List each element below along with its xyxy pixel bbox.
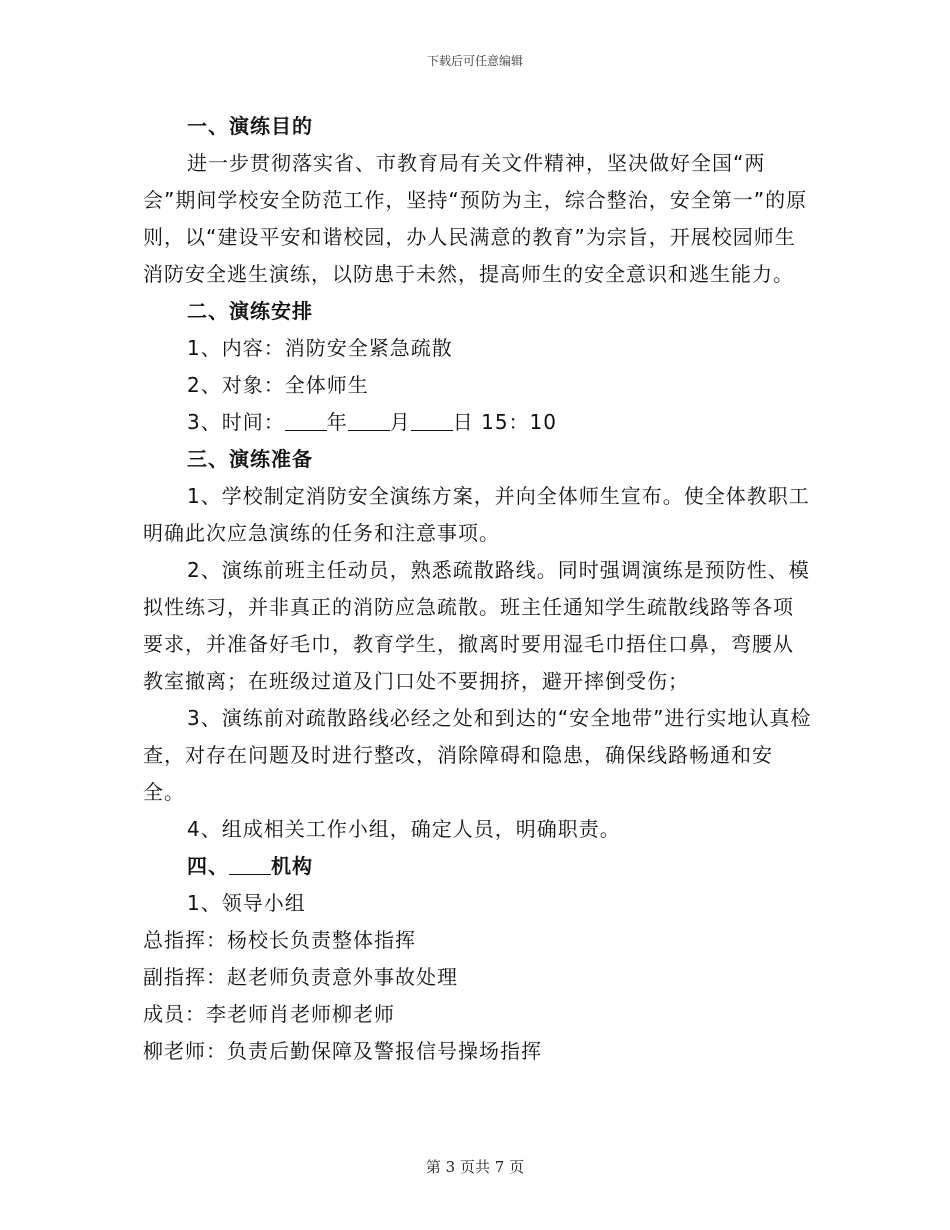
section-4-title — [143, 848, 813, 885]
page-header: 下载后可任意编辑 — [426, 54, 523, 68]
day-blank — [411, 410, 453, 431]
day-time-label: 日 15：10 — [452, 410, 557, 434]
section-4-prefix: 四、 — [187, 854, 229, 878]
commander-line: 总指挥：杨校长负责整体指挥 — [143, 928, 416, 952]
preparation-item-2: 2、演练前班主任动员，熟悉疏散路线。同时强调演练是预防性、模拟性练习，并非真正的消防应急疏散。班主任通知学生疏散线路等各项要求，并准备好毛巾，教育学生，撤离时要用湿毛巾捂住口鼻，弯腰从教室撤离；在班级过道及门口处不要拥挤，避开摔倒受伤； — [143, 558, 810, 693]
arrangement-item-1: 1、内容：消防安全紧急疏散 — [187, 336, 453, 360]
organization-item-1: 1、领导小组 — [187, 891, 306, 915]
month-blank — [348, 410, 390, 431]
section-4-suffix: 机构 — [271, 854, 313, 878]
month-label: 月 — [389, 410, 411, 434]
preparation-item-3: 3、演练前对疏散路线必经之处和到达的“安全地带”进行实地认真检查，对存在问题及时进行整改，消除障碍和隐患，确保线路畅通和安全。 — [143, 706, 812, 804]
section-4-blank — [229, 854, 271, 875]
arrangement-item-3 — [143, 404, 813, 441]
section-1-body: 进一步贯彻落实省、市教育局有关文件精神，坚决做好全国“两会”期间学校安全防范工作，坚持“预防为主，综合整治，安全第一”的原则，以“建设平安和谐校园，办人民满意的教育”为宗旨，开展校园师生消防安全逃生演练，以防患于未然，提高师生的安全意识和逃生能力。 — [143, 151, 808, 286]
year-label: 年 — [326, 410, 348, 434]
deputy-commander-line: 副指挥：赵老师负责意外事故处理 — [143, 965, 458, 989]
page-footer: 第 3 页共 7 页 — [425, 1158, 525, 1176]
section-3-title: 三、演练准备 — [187, 447, 313, 471]
arrangement-item-2: 2、对象：全体师生 — [187, 373, 369, 397]
document-body — [143, 108, 813, 1070]
section-1-title: 一、演练目的 — [187, 114, 313, 138]
year-blank — [285, 410, 327, 431]
members-line: 成员：李老师肖老师柳老师 — [143, 1002, 395, 1026]
teacher-liu-line: 柳老师：负责后勤保障及警报信号操场指挥 — [143, 1039, 542, 1063]
time-label: 3、时间： — [187, 410, 285, 434]
section-2-title: 二、演练安排 — [187, 299, 313, 323]
preparation-item-4: 4、组成相关工作小组，确定人员，明确职责。 — [187, 817, 621, 841]
preparation-item-1: 1、学校制定消防安全演练方案，并向全体师生宣布。使全体教职工明确此次应急演练的任务和注意事项。 — [143, 484, 810, 545]
